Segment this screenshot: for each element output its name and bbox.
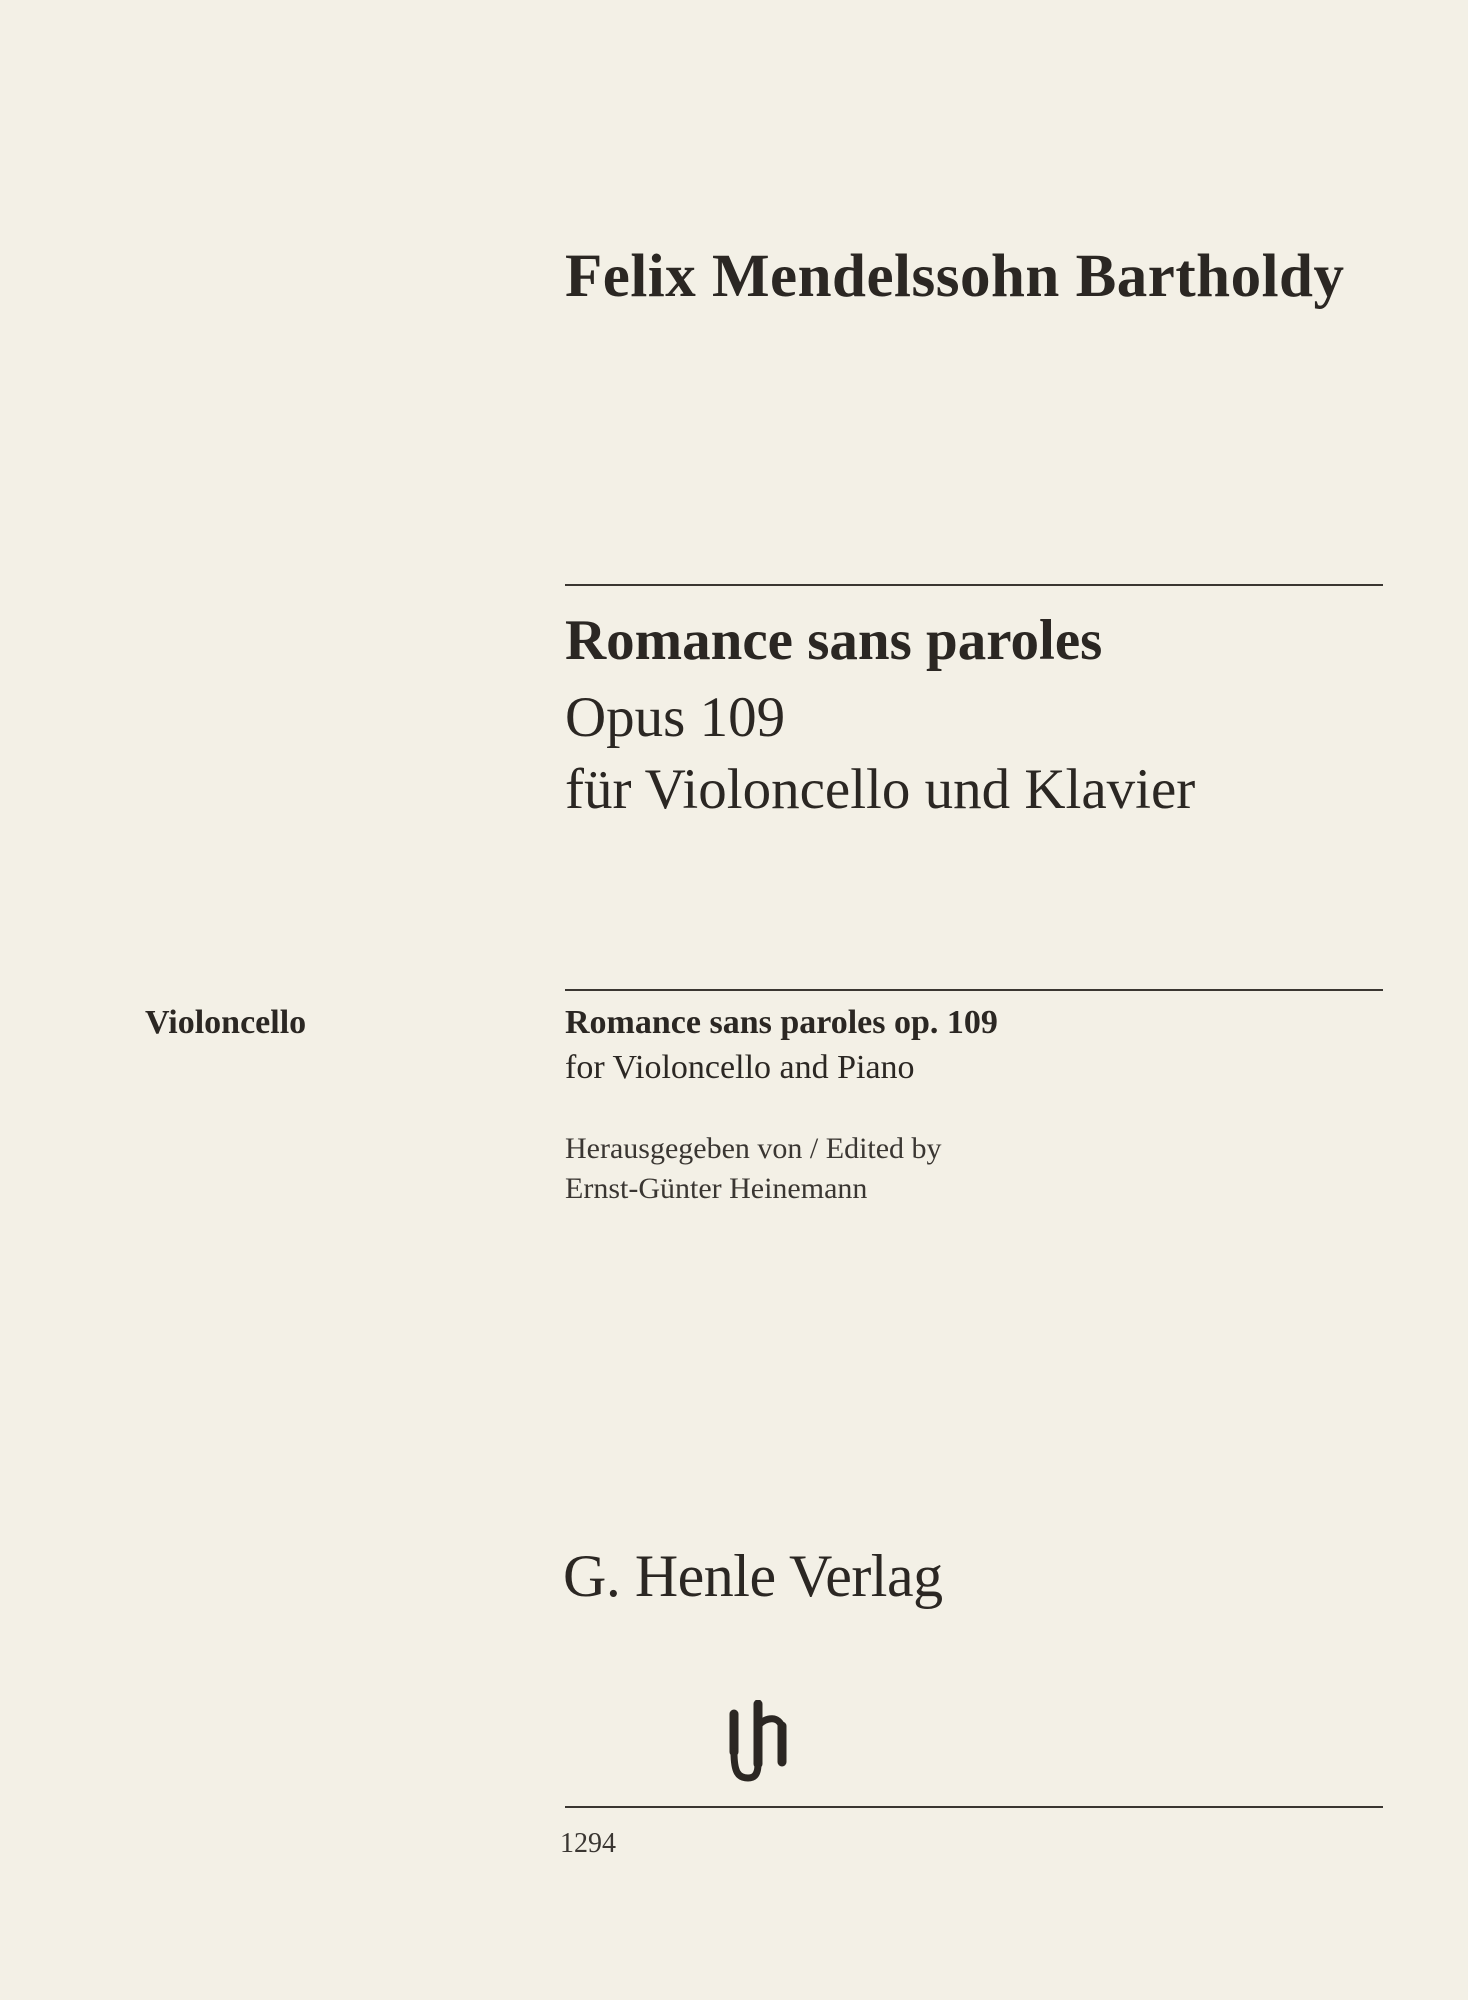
english-scoring: for Violoncello and Piano xyxy=(565,1049,915,1086)
work-opus: Opus 109 xyxy=(565,686,786,749)
section-divider xyxy=(565,989,1383,991)
footer-divider xyxy=(565,1806,1383,1808)
part-label: Violoncello xyxy=(145,1004,307,1041)
title-divider xyxy=(565,584,1383,586)
editor-label: Herausgegeben von / Edited by xyxy=(565,1132,942,1165)
work-title: Romance sans paroles xyxy=(565,609,1103,672)
publisher-name: G. Henle Verlag xyxy=(563,1543,943,1609)
edition-number: 1294 xyxy=(560,1828,616,1859)
english-title: Romance sans paroles op. 109 xyxy=(565,1004,998,1041)
editor-name: Ernst-Günter Heinemann xyxy=(565,1172,868,1205)
henle-logo-icon xyxy=(722,1700,794,1784)
work-scoring: für Violoncello und Klavier xyxy=(565,758,1196,821)
composer-name: Felix Mendelssohn Bartholdy xyxy=(565,243,1345,310)
